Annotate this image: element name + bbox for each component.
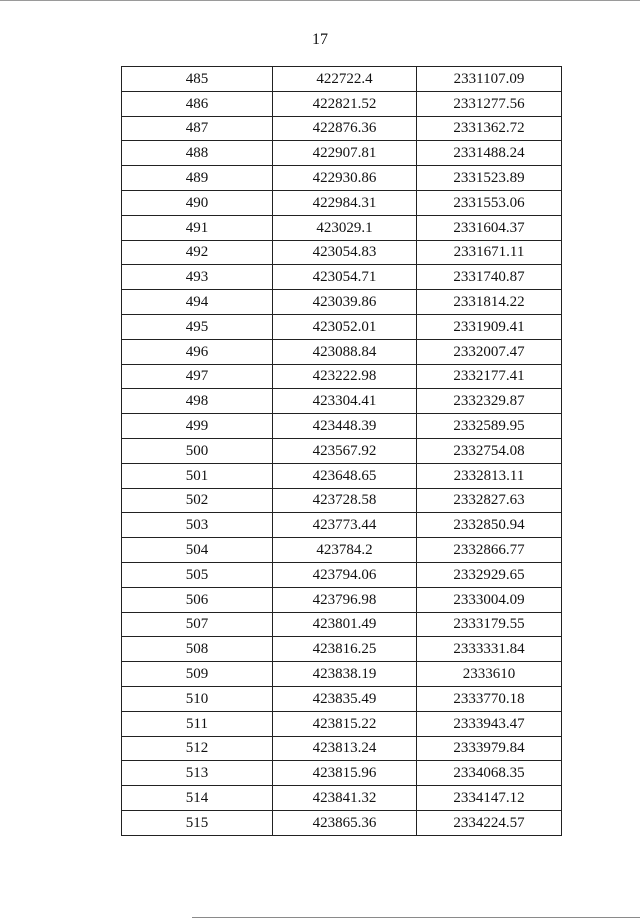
table-row	[122, 265, 562, 290]
y-coordinate-cell: 2331671.11	[417, 240, 562, 265]
y-coordinate-cell: 2332866.77	[417, 538, 562, 563]
table-row	[122, 438, 562, 463]
table-row	[122, 736, 562, 761]
point-number-cell: 512	[122, 736, 273, 761]
x-coordinate-cell: 423567.92	[273, 438, 417, 463]
y-coordinate-cell: 2333331.84	[417, 637, 562, 662]
coordinate-table	[121, 66, 562, 836]
x-coordinate-cell: 423304.41	[273, 389, 417, 414]
table-row	[122, 290, 562, 315]
table-row	[122, 786, 562, 811]
x-coordinate-cell: 423801.49	[273, 612, 417, 637]
table-row	[122, 463, 562, 488]
x-coordinate-cell: 423784.2	[273, 538, 417, 563]
table-row	[122, 587, 562, 612]
point-number-cell: 503	[122, 513, 273, 538]
x-coordinate-cell: 422984.31	[273, 190, 417, 215]
x-coordinate-cell: 423054.83	[273, 240, 417, 265]
point-number-cell: 492	[122, 240, 273, 265]
table-row	[122, 190, 562, 215]
y-coordinate-cell: 2334224.57	[417, 810, 562, 835]
table-row	[122, 314, 562, 339]
x-coordinate-cell: 423835.49	[273, 686, 417, 711]
coordinate-table-body	[122, 67, 562, 836]
y-coordinate-cell: 2333943.47	[417, 711, 562, 736]
y-coordinate-cell: 2332177.41	[417, 364, 562, 389]
y-coordinate-cell: 2331604.37	[417, 215, 562, 240]
point-number-cell: 500	[122, 438, 273, 463]
point-number-cell: 487	[122, 116, 273, 141]
table-row	[122, 810, 562, 835]
point-number-cell: 507	[122, 612, 273, 637]
table-row	[122, 141, 562, 166]
y-coordinate-cell: 2331523.89	[417, 166, 562, 191]
point-number-cell: 489	[122, 166, 273, 191]
table-row	[122, 488, 562, 513]
x-coordinate-cell: 423773.44	[273, 513, 417, 538]
x-coordinate-cell: 422821.52	[273, 91, 417, 116]
point-number-cell: 486	[122, 91, 273, 116]
x-coordinate-cell: 423794.06	[273, 562, 417, 587]
x-coordinate-cell: 422907.81	[273, 141, 417, 166]
point-number-cell: 510	[122, 686, 273, 711]
x-coordinate-cell: 423728.58	[273, 488, 417, 513]
y-coordinate-cell: 2332827.63	[417, 488, 562, 513]
y-coordinate-cell: 2332813.11	[417, 463, 562, 488]
point-number-cell: 508	[122, 637, 273, 662]
y-coordinate-cell: 2332329.87	[417, 389, 562, 414]
y-coordinate-cell: 2333179.55	[417, 612, 562, 637]
table-row	[122, 389, 562, 414]
x-coordinate-cell: 423029.1	[273, 215, 417, 240]
point-number-cell: 490	[122, 190, 273, 215]
x-coordinate-cell: 423448.39	[273, 414, 417, 439]
point-number-cell: 497	[122, 364, 273, 389]
x-coordinate-cell: 422930.86	[273, 166, 417, 191]
y-coordinate-cell: 2331814.22	[417, 290, 562, 315]
page-border-bottom	[192, 917, 640, 918]
table-row	[122, 339, 562, 364]
table-row	[122, 612, 562, 637]
y-coordinate-cell: 2333979.84	[417, 736, 562, 761]
x-coordinate-cell: 423865.36	[273, 810, 417, 835]
point-number-cell: 495	[122, 314, 273, 339]
x-coordinate-cell: 423222.98	[273, 364, 417, 389]
point-number-cell: 515	[122, 810, 273, 835]
table-row	[122, 686, 562, 711]
page-number: 17	[312, 31, 328, 48]
table-row	[122, 166, 562, 191]
point-number-cell: 505	[122, 562, 273, 587]
x-coordinate-cell: 423648.65	[273, 463, 417, 488]
point-number-cell: 504	[122, 538, 273, 563]
x-coordinate-cell: 423815.96	[273, 761, 417, 786]
table-row	[122, 538, 562, 563]
x-coordinate-cell: 423813.24	[273, 736, 417, 761]
y-coordinate-cell: 2331488.24	[417, 141, 562, 166]
y-coordinate-cell: 2334068.35	[417, 761, 562, 786]
y-coordinate-cell: 2332850.94	[417, 513, 562, 538]
y-coordinate-cell: 2331362.72	[417, 116, 562, 141]
y-coordinate-cell: 2332007.47	[417, 339, 562, 364]
point-number-cell: 514	[122, 786, 273, 811]
y-coordinate-cell: 2331740.87	[417, 265, 562, 290]
table-row	[122, 364, 562, 389]
point-number-cell: 496	[122, 339, 273, 364]
table-row	[122, 711, 562, 736]
table-row	[122, 562, 562, 587]
y-coordinate-cell: 2332929.65	[417, 562, 562, 587]
table-row	[122, 513, 562, 538]
point-number-cell: 494	[122, 290, 273, 315]
table-row	[122, 637, 562, 662]
x-coordinate-cell: 422876.36	[273, 116, 417, 141]
x-coordinate-cell: 423841.32	[273, 786, 417, 811]
x-coordinate-cell: 423088.84	[273, 339, 417, 364]
y-coordinate-cell: 2331277.56	[417, 91, 562, 116]
point-number-cell: 491	[122, 215, 273, 240]
x-coordinate-cell: 423796.98	[273, 587, 417, 612]
point-number-cell: 511	[122, 711, 273, 736]
table-row	[122, 215, 562, 240]
y-coordinate-cell: 2332589.95	[417, 414, 562, 439]
point-number-cell: 498	[122, 389, 273, 414]
table-row	[122, 91, 562, 116]
x-coordinate-cell: 423054.71	[273, 265, 417, 290]
y-coordinate-cell: 2331553.06	[417, 190, 562, 215]
point-number-cell: 499	[122, 414, 273, 439]
table-row	[122, 761, 562, 786]
page-border-top	[0, 0, 640, 1]
table-row	[122, 414, 562, 439]
point-number-cell: 493	[122, 265, 273, 290]
y-coordinate-cell: 2334147.12	[417, 786, 562, 811]
y-coordinate-cell: 2331107.09	[417, 67, 562, 92]
x-coordinate-cell: 423052.01	[273, 314, 417, 339]
table-row	[122, 67, 562, 92]
x-coordinate-cell: 423039.86	[273, 290, 417, 315]
y-coordinate-cell: 2331909.41	[417, 314, 562, 339]
point-number-cell: 506	[122, 587, 273, 612]
x-coordinate-cell: 423838.19	[273, 662, 417, 687]
point-number-cell: 513	[122, 761, 273, 786]
table-row	[122, 240, 562, 265]
y-coordinate-cell: 2332754.08	[417, 438, 562, 463]
x-coordinate-cell: 422722.4	[273, 67, 417, 92]
table-row	[122, 662, 562, 687]
y-coordinate-cell: 2333770.18	[417, 686, 562, 711]
point-number-cell: 502	[122, 488, 273, 513]
x-coordinate-cell: 423815.22	[273, 711, 417, 736]
y-coordinate-cell: 2333610	[417, 662, 562, 687]
point-number-cell: 488	[122, 141, 273, 166]
point-number-cell: 509	[122, 662, 273, 687]
point-number-cell: 501	[122, 463, 273, 488]
y-coordinate-cell: 2333004.09	[417, 587, 562, 612]
point-number-cell: 485	[122, 67, 273, 92]
table-row	[122, 116, 562, 141]
x-coordinate-cell: 423816.25	[273, 637, 417, 662]
